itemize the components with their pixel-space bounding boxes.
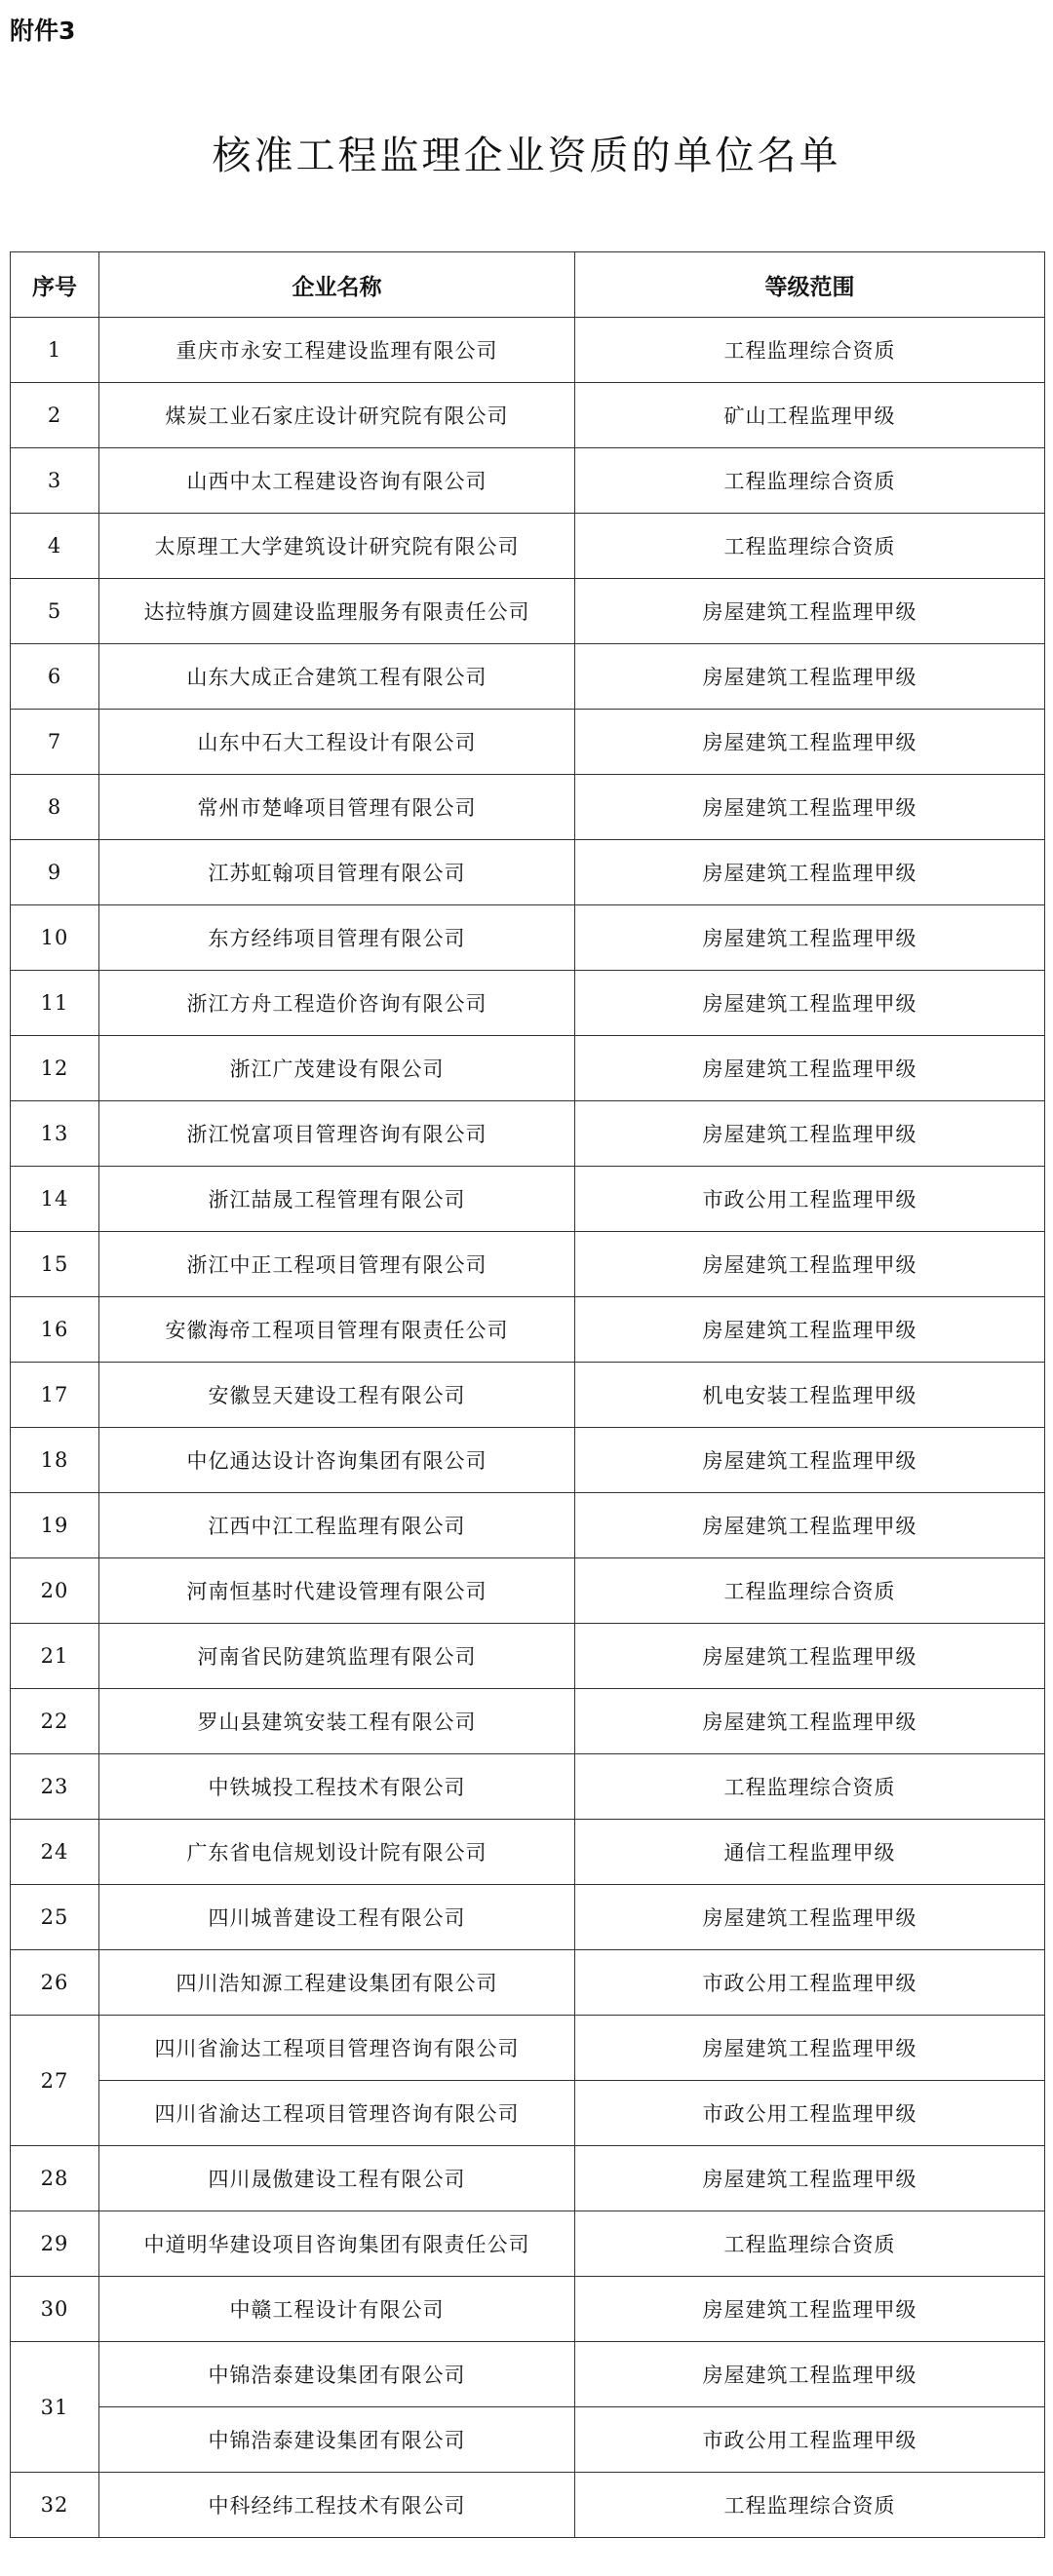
table-row <box>11 2407 1045 2473</box>
table-header-row <box>11 252 1045 318</box>
scope-cell: 工程监理综合资质 <box>575 318 1045 383</box>
column-header-scope: 等级范围 <box>575 252 1045 318</box>
table-row <box>11 514 1045 579</box>
column-header-number: 序号 <box>11 252 99 318</box>
scope-cell: 房屋建筑工程监理甲级 <box>575 1428 1045 1493</box>
row-number-cell: 1 <box>11 318 99 383</box>
table-row <box>11 448 1045 514</box>
scope-cell: 市政公用工程监理甲级 <box>575 2081 1045 2146</box>
row-number-cell: 28 <box>11 2146 99 2211</box>
company-name-cell: 浙江方舟工程造价咨询有限公司 <box>99 971 575 1036</box>
table-row <box>11 1885 1045 1950</box>
company-name-cell: 安徽昱天建设工程有限公司 <box>99 1363 575 1428</box>
scope-cell: 房屋建筑工程监理甲级 <box>575 971 1045 1036</box>
scope-cell: 房屋建筑工程监理甲级 <box>575 1297 1045 1363</box>
scope-cell: 房屋建筑工程监理甲级 <box>575 2342 1045 2407</box>
scope-cell: 房屋建筑工程监理甲级 <box>575 1232 1045 1297</box>
table-row <box>11 2277 1045 2342</box>
scope-cell: 房屋建筑工程监理甲级 <box>575 2277 1045 2342</box>
company-name-cell: 山东中石大工程设计有限公司 <box>99 710 575 775</box>
company-name-cell: 罗山县建筑安装工程有限公司 <box>99 1689 575 1754</box>
table-row <box>11 2342 1045 2407</box>
scope-cell: 工程监理综合资质 <box>575 1558 1045 1624</box>
row-number-cell: 15 <box>11 1232 99 1297</box>
row-number-cell: 21 <box>11 1624 99 1689</box>
page-title: 核准工程监理企业资质的单位名单 <box>212 134 841 178</box>
company-name-cell: 中赣工程设计有限公司 <box>99 2277 575 2342</box>
scope-cell: 房屋建筑工程监理甲级 <box>575 579 1045 644</box>
table-row <box>11 1624 1045 1689</box>
row-number-cell: 27 <box>11 2016 99 2146</box>
row-number-cell: 6 <box>11 644 99 710</box>
row-number-cell: 12 <box>11 1036 99 1101</box>
row-number-cell: 25 <box>11 1885 99 1950</box>
table-row <box>11 1820 1045 1885</box>
scope-cell: 房屋建筑工程监理甲级 <box>575 644 1045 710</box>
row-number-cell: 9 <box>11 840 99 905</box>
scope-cell: 工程监理综合资质 <box>575 448 1045 514</box>
company-name-cell: 浙江中正工程项目管理有限公司 <box>99 1232 575 1297</box>
company-name-cell: 四川晟傲建设工程有限公司 <box>99 2146 575 2211</box>
table-row <box>11 1363 1045 1428</box>
company-name-cell: 中锦浩泰建设集团有限公司 <box>99 2407 575 2473</box>
scope-cell: 房屋建筑工程监理甲级 <box>575 905 1045 971</box>
table-row <box>11 1297 1045 1363</box>
table-row <box>11 2016 1045 2081</box>
scope-cell: 房屋建筑工程监理甲级 <box>575 775 1045 840</box>
scope-cell: 工程监理综合资质 <box>575 2473 1045 2538</box>
company-name-cell: 四川城普建设工程有限公司 <box>99 1885 575 1950</box>
scope-cell: 通信工程监理甲级 <box>575 1820 1045 1885</box>
row-number-cell: 13 <box>11 1101 99 1167</box>
table-row <box>11 1754 1045 1820</box>
row-number-cell: 4 <box>11 514 99 579</box>
scope-cell: 房屋建筑工程监理甲级 <box>575 1624 1045 1689</box>
table-row <box>11 840 1045 905</box>
row-number-cell: 23 <box>11 1754 99 1820</box>
scope-cell: 房屋建筑工程监理甲级 <box>575 710 1045 775</box>
table-row <box>11 1428 1045 1493</box>
row-number-cell: 19 <box>11 1493 99 1558</box>
scope-cell: 市政公用工程监理甲级 <box>575 1167 1045 1232</box>
table-row <box>11 1036 1045 1101</box>
row-number-cell: 8 <box>11 775 99 840</box>
table-row <box>11 1101 1045 1167</box>
company-name-cell: 浙江喆晟工程管理有限公司 <box>99 1167 575 1232</box>
company-name-cell: 广东省电信规划设计院有限公司 <box>99 1820 575 1885</box>
scope-cell: 房屋建筑工程监理甲级 <box>575 1036 1045 1101</box>
company-name-cell: 四川省渝达工程项目管理咨询有限公司 <box>99 2016 575 2081</box>
scope-cell: 房屋建筑工程监理甲级 <box>575 2016 1045 2081</box>
scope-cell: 房屋建筑工程监理甲级 <box>575 840 1045 905</box>
table-row <box>11 2146 1045 2211</box>
table-row <box>11 775 1045 840</box>
row-number-cell: 7 <box>11 710 99 775</box>
scope-cell: 市政公用工程监理甲级 <box>575 2407 1045 2473</box>
company-name-cell: 四川省渝达工程项目管理咨询有限公司 <box>99 2081 575 2146</box>
scope-cell: 房屋建筑工程监理甲级 <box>575 1885 1045 1950</box>
row-number-cell: 14 <box>11 1167 99 1232</box>
company-name-cell: 中亿通达设计咨询集团有限公司 <box>99 1428 575 1493</box>
row-number-cell: 17 <box>11 1363 99 1428</box>
scope-cell: 工程监理综合资质 <box>575 2211 1045 2277</box>
company-name-cell: 重庆市永安工程建设监理有限公司 <box>99 318 575 383</box>
company-name-cell: 煤炭工业石家庄设计研究院有限公司 <box>99 383 575 448</box>
company-name-cell: 中道明华建设项目咨询集团有限责任公司 <box>99 2211 575 2277</box>
table-row <box>11 1167 1045 1232</box>
row-number-cell: 5 <box>11 579 99 644</box>
scope-cell: 工程监理综合资质 <box>575 514 1045 579</box>
column-header-company: 企业名称 <box>99 252 575 318</box>
company-name-cell: 中科经纬工程技术有限公司 <box>99 2473 575 2538</box>
company-name-cell: 太原理工大学建筑设计研究院有限公司 <box>99 514 575 579</box>
row-number-cell: 31 <box>11 2342 99 2473</box>
scope-cell: 矿山工程监理甲级 <box>575 383 1045 448</box>
scope-cell: 房屋建筑工程监理甲级 <box>575 1101 1045 1167</box>
company-name-cell: 河南恒基时代建设管理有限公司 <box>99 1558 575 1624</box>
table-row <box>11 383 1045 448</box>
table-row <box>11 905 1045 971</box>
row-number-cell: 2 <box>11 383 99 448</box>
scope-cell: 机电安装工程监理甲级 <box>575 1363 1045 1428</box>
row-number-cell: 20 <box>11 1558 99 1624</box>
table-row <box>11 644 1045 710</box>
company-name-cell: 浙江悦富项目管理咨询有限公司 <box>99 1101 575 1167</box>
table-row <box>11 579 1045 644</box>
table-body <box>11 318 1045 2538</box>
row-number-cell: 29 <box>11 2211 99 2277</box>
company-list-table <box>10 251 1045 2538</box>
company-name-cell: 四川浩知源工程建设集团有限公司 <box>99 1950 575 2016</box>
table-row <box>11 1232 1045 1297</box>
scope-cell: 房屋建筑工程监理甲级 <box>575 1689 1045 1754</box>
company-name-cell: 山西中太工程建设咨询有限公司 <box>99 448 575 514</box>
company-name-cell: 安徽海帝工程项目管理有限责任公司 <box>99 1297 575 1363</box>
row-number-cell: 22 <box>11 1689 99 1754</box>
table-row <box>11 1950 1045 2016</box>
scope-cell: 工程监理综合资质 <box>575 1754 1045 1820</box>
row-number-cell: 11 <box>11 971 99 1036</box>
company-name-cell: 浙江广茂建设有限公司 <box>99 1036 575 1101</box>
row-number-cell: 24 <box>11 1820 99 1885</box>
table-row <box>11 2211 1045 2277</box>
company-name-cell: 东方经纬项目管理有限公司 <box>99 905 575 971</box>
company-name-cell: 山东大成正合建筑工程有限公司 <box>99 644 575 710</box>
row-number-cell: 18 <box>11 1428 99 1493</box>
table-row <box>11 710 1045 775</box>
row-number-cell: 32 <box>11 2473 99 2538</box>
row-number-cell: 10 <box>11 905 99 971</box>
table-row <box>11 1493 1045 1558</box>
company-name-cell: 中铁城投工程技术有限公司 <box>99 1754 575 1820</box>
scope-cell: 房屋建筑工程监理甲级 <box>575 1493 1045 1558</box>
row-number-cell: 30 <box>11 2277 99 2342</box>
row-number-cell: 16 <box>11 1297 99 1363</box>
company-name-cell: 达拉特旗方圆建设监理服务有限责任公司 <box>99 579 575 644</box>
attachment-label: 附件3 <box>10 17 76 45</box>
scope-cell: 房屋建筑工程监理甲级 <box>575 2146 1045 2211</box>
table-row <box>11 1558 1045 1624</box>
table-row <box>11 2081 1045 2146</box>
company-name-cell: 江西中江工程监理有限公司 <box>99 1493 575 1558</box>
table-row <box>11 2473 1045 2538</box>
company-name-cell: 中锦浩泰建设集团有限公司 <box>99 2342 575 2407</box>
company-name-cell: 常州市楚峰项目管理有限公司 <box>99 775 575 840</box>
table-row <box>11 971 1045 1036</box>
scope-cell: 市政公用工程监理甲级 <box>575 1950 1045 2016</box>
row-number-cell: 26 <box>11 1950 99 2016</box>
company-name-cell: 河南省民防建筑监理有限公司 <box>99 1624 575 1689</box>
table-row <box>11 1689 1045 1754</box>
row-number-cell: 3 <box>11 448 99 514</box>
company-name-cell: 江苏虹翰项目管理有限公司 <box>99 840 575 905</box>
table-row <box>11 318 1045 383</box>
